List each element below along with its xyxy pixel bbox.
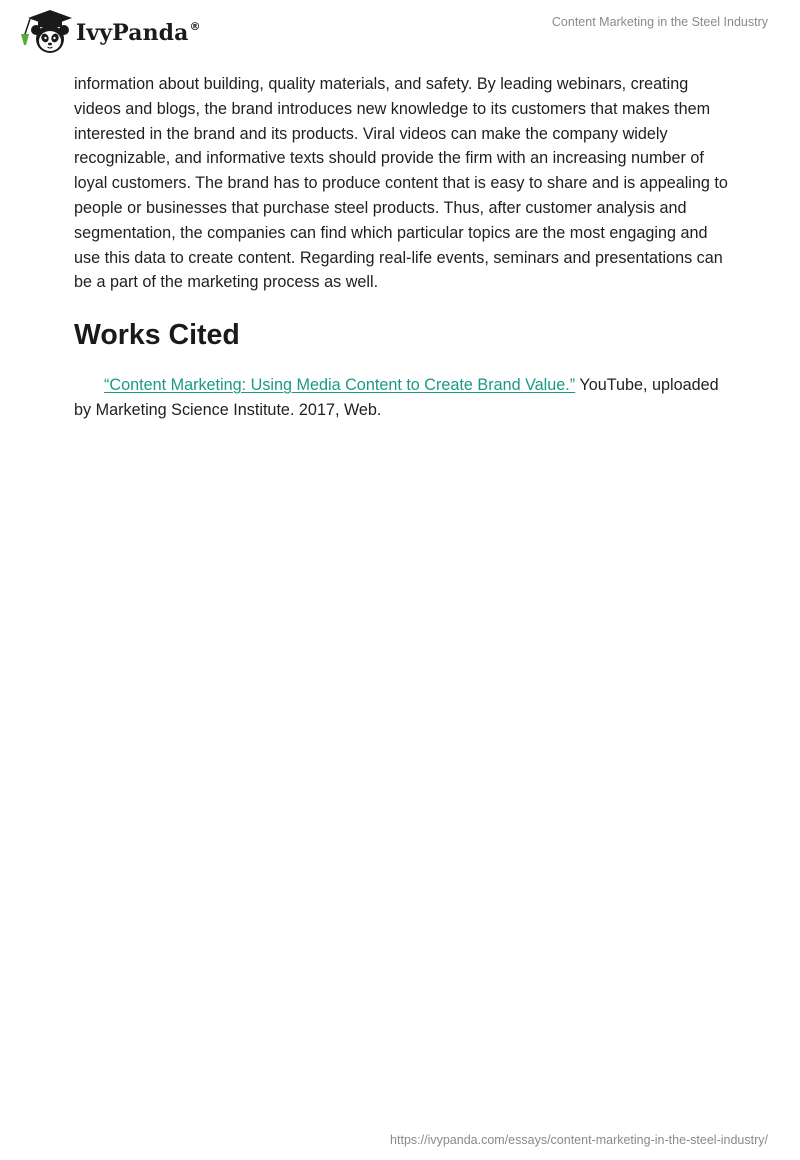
page-header [0, 0, 800, 70]
registered-mark: ® [189, 19, 201, 33]
logo-wordmark: IvyPanda® [76, 19, 201, 46]
ivypanda-logo[interactable] [16, 8, 201, 56]
essay-content [74, 72, 734, 423]
running-title: Content Marketing in the Steel Industry [551, 15, 768, 29]
panda-graduate-icon [16, 8, 74, 56]
citation-text: YouTube, uploaded by Marketing Science Institute. 2017, Web. [74, 376, 719, 420]
works-cited-heading: Works Cited [74, 319, 240, 352]
citation-entry [74, 373, 734, 423]
page-url: https://ivypanda.com/essays/content-marketing-in-the-steel-industry/ [390, 1133, 768, 1147]
citation-link[interactable]: “Content Marketing: Using Media Content to Create Brand Value.” [104, 376, 576, 395]
body-paragraph: information about building, quality materials, and safety. By leading webinars, creating videos and blogs, the brand introduces new knowledge to its customers that makes them interested in the brand and its products. Viral videos can make the company widely recognizable, and informative texts should provide the firm with an increasing number of loyal customers. The brand has to produce content that is easy to share and is appealing to people or businesses that purchase steel products. Thus, after customer analysis and segmentation, the companies can find which particular topics are the most engaging and use this data to create content. Regarding real-life events, seminars and presentations can be a part of the marketing process as well. [74, 75, 728, 292]
